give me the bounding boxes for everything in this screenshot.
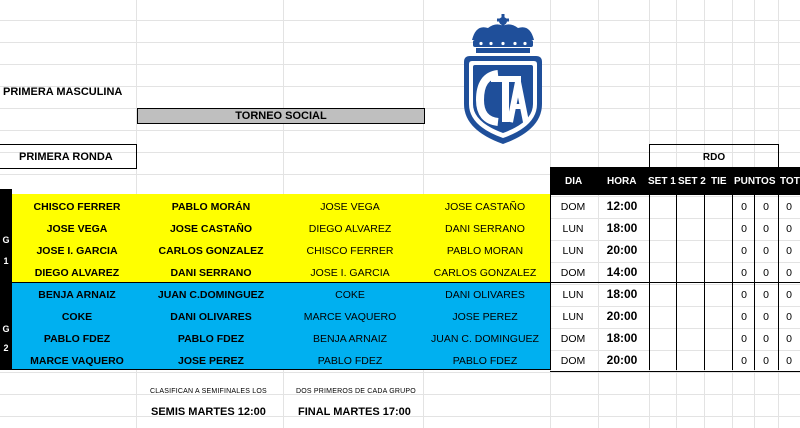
ronda-box: [0, 144, 137, 169]
cell-p3: JOSE VEGA: [320, 201, 380, 213]
cell-r1: 0: [741, 333, 747, 345]
cell-p2: DANI SERRANO: [170, 267, 252, 279]
cell-p3: BENJA ARNAIZ: [312, 333, 388, 345]
cell-hora: 18:00: [606, 331, 638, 345]
cell-r1: 0: [741, 245, 747, 257]
ronda-label: PRIMERA RONDA: [19, 151, 113, 163]
cell-r2: 0: [763, 223, 769, 235]
cell-p3: CHISCO FERRER: [306, 245, 394, 257]
hora-header: HORA: [607, 176, 637, 187]
set1-header: SET 1: [648, 176, 676, 187]
cell-r3: 0: [786, 267, 792, 279]
cell-p1: MARCE VAQUERO: [30, 355, 124, 367]
cell-p2: DANI OLIVARES: [170, 311, 252, 323]
result-col-divider: [704, 194, 705, 370]
cell-p3: JOSE I. GARCIA: [310, 267, 390, 279]
cell-r3: 0: [786, 311, 792, 323]
cell-p4: CARLOS GONZALEZ: [433, 267, 537, 279]
cell-r3: 0: [786, 223, 792, 235]
torneo-title: TORNEO SOCIAL: [137, 108, 425, 124]
set2-header: SET 2: [678, 176, 706, 187]
cell-r3: 0: [786, 245, 792, 257]
cell-hora: 18:00: [606, 287, 638, 301]
result-col-divider: [778, 194, 779, 370]
cell-dia: DOM: [560, 201, 586, 213]
cell-r2: 0: [763, 289, 769, 301]
group1-letter: G: [2, 235, 10, 245]
dia-header: DIA: [565, 176, 583, 187]
results-area: [550, 194, 800, 372]
rdo-box: [649, 144, 779, 168]
cell-r1: 0: [741, 289, 747, 301]
tie-header: TIE: [711, 176, 727, 187]
cell-p4: JOSE PEREZ: [452, 311, 518, 323]
cell-hora: 20:00: [606, 309, 638, 323]
cell-p1: DIEGO ALVAREZ: [34, 267, 120, 279]
cell-r2: 0: [763, 201, 769, 213]
group1-number: 1: [3, 256, 9, 266]
cell-p3: MARCE VAQUERO: [303, 311, 397, 323]
cell-p1: JOSE I. GARCIA: [36, 245, 118, 257]
cell-dia: LUN: [562, 245, 584, 257]
cell-p3: DIEGO ALVAREZ: [308, 223, 392, 235]
cell-p4: JUAN C. DOMINGUEZ: [431, 333, 539, 345]
table-bottom-border: [0, 369, 550, 370]
final-schedule: FINAL MARTES 17:00: [298, 406, 411, 418]
cell-r1: 0: [741, 311, 747, 323]
cell-p2: PABLO MORÁN: [171, 201, 251, 213]
cell-p4: PABLO MORAN: [446, 245, 524, 257]
cell-p4: DANI OLIVARES: [445, 289, 525, 301]
note-left: CLASIFICAN A SEMIFINALES LOS: [150, 388, 267, 395]
cell-r2: 0: [763, 267, 769, 279]
cell-r1: 0: [741, 355, 747, 367]
cell-p1: JOSE VEGA: [46, 223, 108, 235]
cell-r3: 0: [786, 355, 792, 367]
cell-p4: DANI SERRANO: [445, 223, 525, 235]
rdo-label: RDO: [702, 152, 726, 163]
cell-r2: 0: [763, 245, 769, 257]
cell-dia: DOM: [560, 355, 586, 367]
tot-header: TOT: [780, 176, 800, 187]
cell-hora: 18:00: [606, 221, 638, 235]
cell-r2: 0: [763, 333, 769, 345]
group2-number: 2: [3, 343, 9, 353]
group2-letter: G: [2, 324, 10, 334]
result-col-divider: [754, 194, 755, 370]
cell-r1: 0: [741, 267, 747, 279]
cell-r1: 0: [741, 201, 747, 213]
cell-p1: CHISCO FERRER: [33, 201, 121, 213]
cell-hora: 14:00: [606, 265, 638, 279]
cell-r3: 0: [786, 289, 792, 301]
cell-p3: COKE: [335, 289, 365, 301]
cell-p4: PABLO FDEZ: [452, 355, 518, 367]
result-col-divider: [676, 194, 677, 370]
cell-r1: 0: [741, 223, 747, 235]
semis-schedule: SEMIS MARTES 12:00: [151, 406, 266, 418]
cell-p2: JOSE CASTAÑO: [169, 223, 253, 235]
cell-hora: 20:00: [606, 243, 638, 257]
cell-dia: LUN: [562, 311, 584, 323]
group-separator: [0, 282, 800, 283]
cell-r3: 0: [786, 201, 792, 213]
cell-r2: 0: [763, 311, 769, 323]
cell-r2: 0: [763, 355, 769, 367]
cell-hora: 20:00: [606, 353, 638, 367]
cell-dia: DOM: [560, 267, 586, 279]
cell-r3: 0: [786, 333, 792, 345]
cell-p1: COKE: [61, 311, 93, 323]
cell-p2: CARLOS GONZALEZ: [158, 245, 264, 257]
cell-p2: PABLO FDEZ: [177, 333, 245, 345]
note-right: DOS PRIMEROS DE CADA GRUPO: [296, 388, 416, 395]
cell-p1: BENJA ARNAIZ: [38, 289, 116, 301]
cell-dia: LUN: [562, 223, 584, 235]
cell-dia: DOM: [560, 333, 586, 345]
cell-hora: 12:00: [606, 199, 638, 213]
cell-p2: JOSE PEREZ: [178, 355, 244, 367]
cell-p2: JUAN C.DOMINGUEZ: [157, 289, 265, 301]
result-col-divider: [732, 194, 733, 370]
results-header: [550, 167, 800, 194]
puntos-header: PUNTOS: [734, 176, 776, 187]
club-crest-logo: [458, 12, 548, 147]
cell-p4: JOSE CASTAÑO: [444, 201, 526, 213]
cell-dia: LUN: [562, 289, 584, 301]
category-title: PRIMERA MASCULINA: [3, 86, 123, 98]
cell-p1: PABLO FDEZ: [43, 333, 111, 345]
cell-p3: PABLO FDEZ: [317, 355, 383, 367]
